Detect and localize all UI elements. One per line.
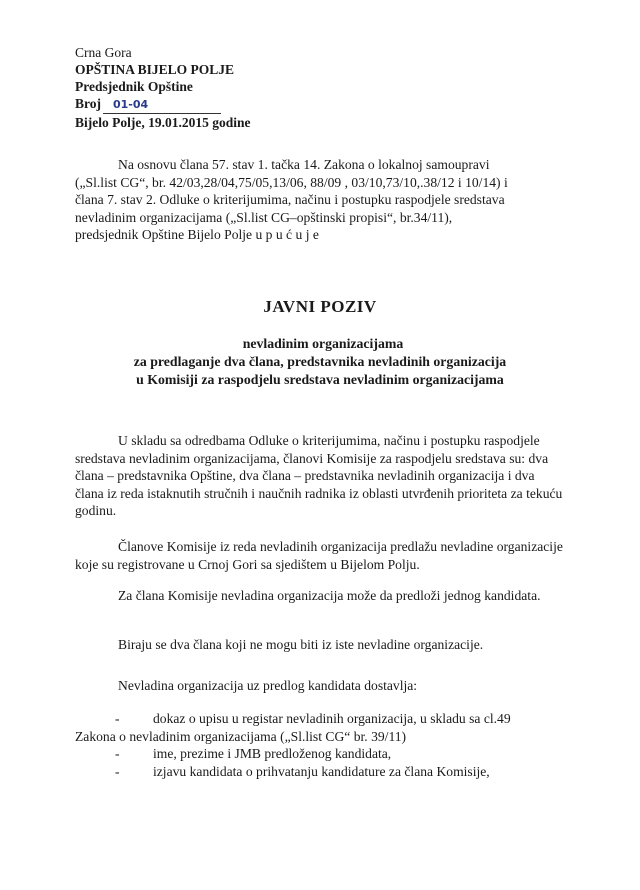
list-item — [75, 710, 575, 728]
body-paragraph-2 — [75, 538, 565, 573]
subtitle-line-1: nevladinim organizacijama — [242, 336, 404, 351]
list-dash: - — [115, 711, 120, 726]
list-dash: - — [115, 746, 120, 761]
body-paragraph-4 — [75, 636, 565, 654]
number-line — [75, 95, 251, 114]
list-dash: - — [115, 763, 120, 779]
body-paragraph-5 — [75, 677, 565, 695]
country-line: Crna Gora — [75, 45, 132, 60]
body-text-2: Članove Komisije iz reda nevladinih organizacija predlažu nevladine organizacije koje su registrovane u Crnoj Gori sa sjedištem u Bijelom Polju. — [75, 539, 563, 572]
subtitle-line-2: za predlaganje dva člana, predstavnika nevladinih organizacija — [133, 354, 507, 369]
list-item-3-text: izjavu kandidata o prihvatanju kandidature za člana Komisije, — [153, 763, 490, 779]
intro-text: Na osnovu člana 57. stav 1. tačka 14. Zakona o lokalnoj samoupravi („Sl.list CG“, br. 42/03,28/04,75/05,13/06, 88/09 , 03/10,73/10,.38/12 i 10/14) i člana 7. stav 2. Odluke o kriterijumima, načinu i postupku raspodjele sredstava nevladinim organizacijama („Sl.list CG–opštinski propisi“, br.34/11), predsjednik Opštine Bijelo Polje u p u ć u j e — [75, 157, 508, 242]
body-paragraph-3 — [75, 587, 565, 605]
list-item-2-text: ime, prezime i JMB predloženog kandidata, — [153, 746, 392, 761]
list-item — [75, 745, 575, 763]
office-line: Predsjednik Opštine — [75, 79, 193, 94]
body-text-3: Za člana Komisije nevladina organizacija može da predloži jednog kandidata. — [118, 588, 541, 603]
body-paragraph-1 — [75, 432, 565, 520]
subtitle-line-3: u Komisiji za raspodjelu sredstava nevladinim organizacijama — [136, 372, 504, 387]
list-item — [75, 763, 575, 781]
body-text-5: Nevladina organizacija uz predlog kandidata dostavlja: — [118, 678, 418, 693]
municipality-line: OPŠTINA BIJELO POLJE — [75, 62, 235, 77]
number-value: 01-04 — [103, 96, 221, 114]
document-subtitle — [0, 335, 640, 389]
intro-paragraph — [75, 156, 515, 244]
body-text-4: Biraju se dva člana koji ne mogu biti iz iste nevladine organizacije. — [118, 637, 484, 652]
place-date-line: Bijelo Polje, 19.01.2015 godine — [75, 115, 251, 130]
list-item-1-text: dokaz o upisu u registar nevladinih organizacija, u skladu sa cl.49 — [153, 711, 511, 726]
number-label: Broj — [75, 96, 101, 111]
list-item-continuation: Zakona o nevladinim organizacijama („Sl.list CG“ br. 39/11) — [75, 728, 407, 744]
body-text-1: U skladu sa odredbama Odluke o kriterijumima, načinu i postupku raspodjele sredstava nevladinim organizacijama, članovi Komisije za raspodjelu sredstava su: dva člana – predstavnika Opštine, dva člana – predstavnika nevladinih organizacija i dva člana iz reda istaknutih stručnih i naučnih radnika iz oblasti utvrđenih prioriteta za tekuću godinu. — [75, 433, 563, 518]
requirements-list — [75, 710, 575, 780]
document-header — [75, 44, 251, 131]
document-title: JAVNI POZIV — [263, 297, 377, 316]
